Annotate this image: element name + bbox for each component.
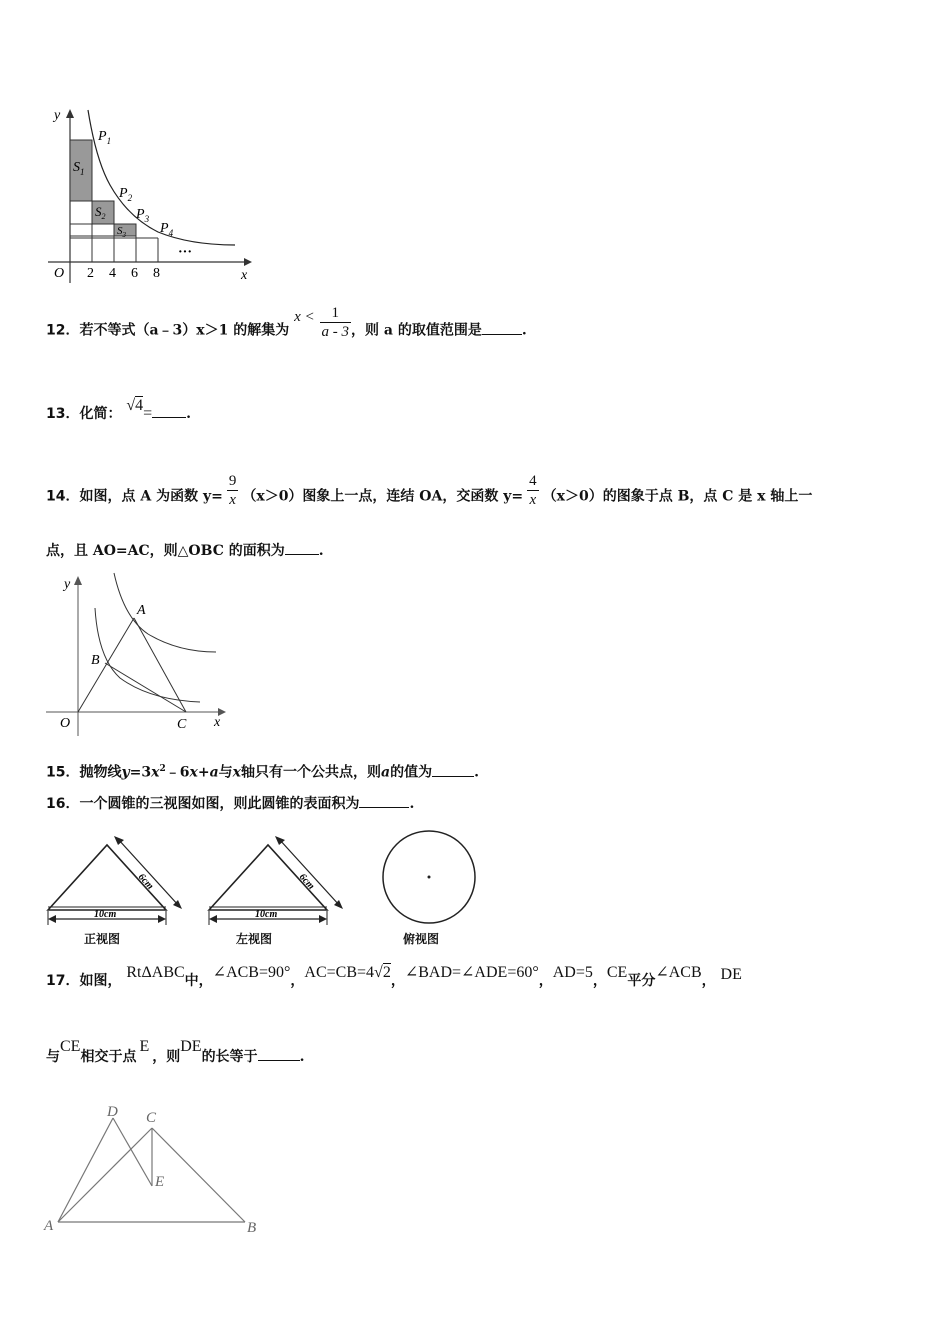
- q16-number: 16．: [46, 796, 80, 812]
- q17-l2-text-b: 相交于点: [80, 1049, 137, 1065]
- question-14-line-2: [46, 542, 324, 560]
- figure-hyperbolas-triangle: [40, 570, 240, 738]
- q17-comma-1: ，: [290, 973, 305, 989]
- q14-frac1-num: 9: [228, 473, 237, 489]
- fig17-point-c: C: [146, 1110, 157, 1126]
- front-slant-label: 6cm: [135, 871, 156, 892]
- q15-end: .: [474, 764, 479, 781]
- question-14: [46, 473, 813, 515]
- q17-rt-abc: RtΔABC: [126, 964, 185, 981]
- fig14-point-b: B: [91, 653, 100, 668]
- q14-fraction-1: [227, 472, 239, 509]
- q12-frac-den: a - 3: [321, 324, 350, 340]
- q14-fraction-2: [527, 472, 539, 509]
- q15-eq-a: a: [209, 764, 219, 781]
- q17-ac-cb-text: AC=CB=4: [304, 964, 375, 981]
- left-slant-label: 6cm: [296, 871, 317, 892]
- fig11-origin-label: O: [54, 266, 65, 281]
- q12-end: .: [521, 322, 527, 339]
- q13-number: 13．: [46, 406, 80, 422]
- q15-eq-sup: 2: [159, 764, 166, 774]
- q15-eq-x2: x: [189, 764, 198, 781]
- q17-text-2: 中，: [184, 973, 213, 989]
- front-base-label: 10cm: [94, 909, 117, 920]
- q16-end: .: [409, 796, 415, 812]
- q17-ad: AD=5: [552, 964, 593, 981]
- fig11-tick-4: 4: [109, 266, 116, 281]
- fig14-y-label: y: [64, 577, 71, 592]
- q12-text-post: ，则 a 的取值范围是: [351, 322, 482, 339]
- figure-left-view: [203, 835, 353, 930]
- fig11-s3-label: $S_3$: [117, 225, 126, 239]
- q15-eq-plus: +: [197, 764, 210, 781]
- q17-comma-4: ，: [592, 973, 607, 989]
- fig11-p1-label: $P_1$: [98, 129, 112, 146]
- question-16: [46, 795, 414, 813]
- q17-ac-radicand: 2: [382, 964, 391, 981]
- q14-text-3: （x＞0）的图象于点 B，点 C 是 x 轴上一: [542, 488, 813, 505]
- q14-number: 14．: [46, 488, 80, 505]
- fig11-p3-label: $P_3$: [136, 207, 150, 224]
- q15-eq-y: y: [121, 764, 130, 781]
- question-13: [46, 397, 192, 423]
- question-15: [46, 760, 479, 782]
- q15-eq-eq3: =3: [129, 764, 152, 781]
- q17-angle-acb: ∠ACB=90°: [212, 964, 291, 981]
- question-17: [46, 964, 742, 990]
- q17-comma-3: ，: [538, 973, 553, 989]
- left-view-caption: 左视图: [236, 932, 273, 946]
- q15-text-6: 的值为: [390, 764, 433, 781]
- q13-sqrt: √4: [126, 397, 144, 414]
- fig11-ellipsis: ···: [178, 245, 193, 260]
- fig11-y-label: y: [54, 108, 61, 123]
- fig14-origin-label: O: [60, 716, 71, 731]
- q17-end: .: [299, 1049, 305, 1065]
- q17-de: DE: [720, 966, 742, 983]
- q13-answer-blank: [152, 405, 186, 418]
- q12-text-pre: 若不等式（a﹣3）x＞1 的解集为: [79, 322, 290, 339]
- q12-frac-num: 1: [320, 304, 352, 323]
- q17-l2-text-c: ，则: [152, 1049, 181, 1065]
- figure-top-view: [378, 828, 482, 928]
- q17-l2-text-d: 的长等于: [201, 1049, 258, 1065]
- q14-answer-blank: [285, 542, 319, 555]
- fig14-x-label: x: [214, 715, 221, 730]
- q17-ac-cb: AC=CB=4√2: [304, 964, 391, 981]
- q17-l2-ce: CE: [60, 1038, 81, 1055]
- q17-comma-5: ，: [701, 973, 716, 989]
- q13-end: .: [186, 406, 192, 422]
- q14-frac2-den: x: [529, 492, 537, 508]
- q12-x-less: x <: [294, 308, 315, 325]
- figure-step-rectangles: [40, 105, 260, 290]
- q12-number: 12．: [46, 322, 80, 339]
- q17-comma-2: ，: [390, 973, 405, 989]
- q17-angle-bad: ∠BAD=∠ADE=60°: [404, 964, 539, 981]
- q17-ce: CE: [606, 964, 628, 981]
- q17-text-3: 平分: [627, 973, 656, 989]
- q15-answer-blank: [432, 764, 474, 777]
- q15-text-1: 抛物线: [79, 764, 122, 781]
- q15-text-4: 轴只有一个公共点，则: [241, 764, 382, 781]
- left-base-label: 10cm: [255, 909, 278, 920]
- q15-number: 15．: [46, 764, 80, 781]
- fig17-point-a: A: [44, 1218, 54, 1234]
- fig11-p4-label: $P_4$: [160, 221, 174, 238]
- q12-fraction: [320, 304, 352, 341]
- q13-radicand: 4: [135, 397, 144, 414]
- q17-text-1: 如图，: [79, 973, 122, 989]
- figure-triangle-abc-d-e: [40, 1098, 280, 1240]
- q15-text-x: x: [232, 764, 242, 781]
- fig11-tick-8: 8: [153, 266, 160, 281]
- q16-answer-blank: [359, 795, 409, 808]
- q15-eq-minus6: ﹣6: [165, 764, 190, 781]
- fig17-point-d: D: [107, 1104, 118, 1120]
- q16-text: 一个圆锥的三视图如图，则此圆锥的表面积为: [79, 796, 360, 812]
- figure-front-view: [42, 835, 192, 930]
- q15-text-a: a: [381, 764, 391, 781]
- q14-text-1: 如图，点 A 为函数 y=: [79, 488, 223, 505]
- fig11-tick-2: 2: [87, 266, 94, 281]
- q17-answer-blank: [258, 1048, 300, 1061]
- q17-angle-acb-2: ∠ACB: [655, 964, 702, 981]
- q17-l2-text-a: 与: [46, 1049, 60, 1065]
- q14-line-2-text: 点，且 AO=AC，则△OBC 的面积为: [46, 543, 285, 559]
- fig11-tick-6: 6: [131, 266, 138, 281]
- top-view-caption: 俯视图: [403, 932, 440, 946]
- q17-number: 17．: [46, 973, 80, 989]
- q14-frac1-den: x: [229, 492, 236, 508]
- q14-text-2: （x＞0）图象上一点，连结 OA，交函数 y=: [242, 488, 524, 505]
- q14-frac2-num: 4: [529, 473, 537, 489]
- q14-end: .: [318, 543, 324, 559]
- q17-l2-e: E: [139, 1038, 150, 1055]
- fig17-point-b: B: [247, 1220, 257, 1236]
- q15-eq-x: x: [151, 764, 160, 781]
- fig11-s1-label: $S_1$: [73, 160, 85, 177]
- front-view-caption: 正视图: [84, 932, 121, 946]
- question-12: [46, 305, 527, 349]
- fig14-point-c: C: [177, 717, 187, 732]
- fig17-point-e: E: [155, 1174, 165, 1190]
- q13-text: 化简：: [79, 406, 122, 422]
- fig11-p2-label: $P_2$: [119, 186, 133, 203]
- q15-text-2: 与: [218, 764, 233, 781]
- fig11-x-label: x: [241, 268, 248, 283]
- q17-l2-de: DE: [180, 1038, 202, 1055]
- question-17-line-2: [46, 1038, 305, 1066]
- q13-equals: =: [143, 405, 153, 422]
- fig14-point-a: A: [137, 603, 146, 618]
- q12-answer-blank: [482, 322, 522, 335]
- fig11-s2-label: $S_2$: [95, 204, 106, 221]
